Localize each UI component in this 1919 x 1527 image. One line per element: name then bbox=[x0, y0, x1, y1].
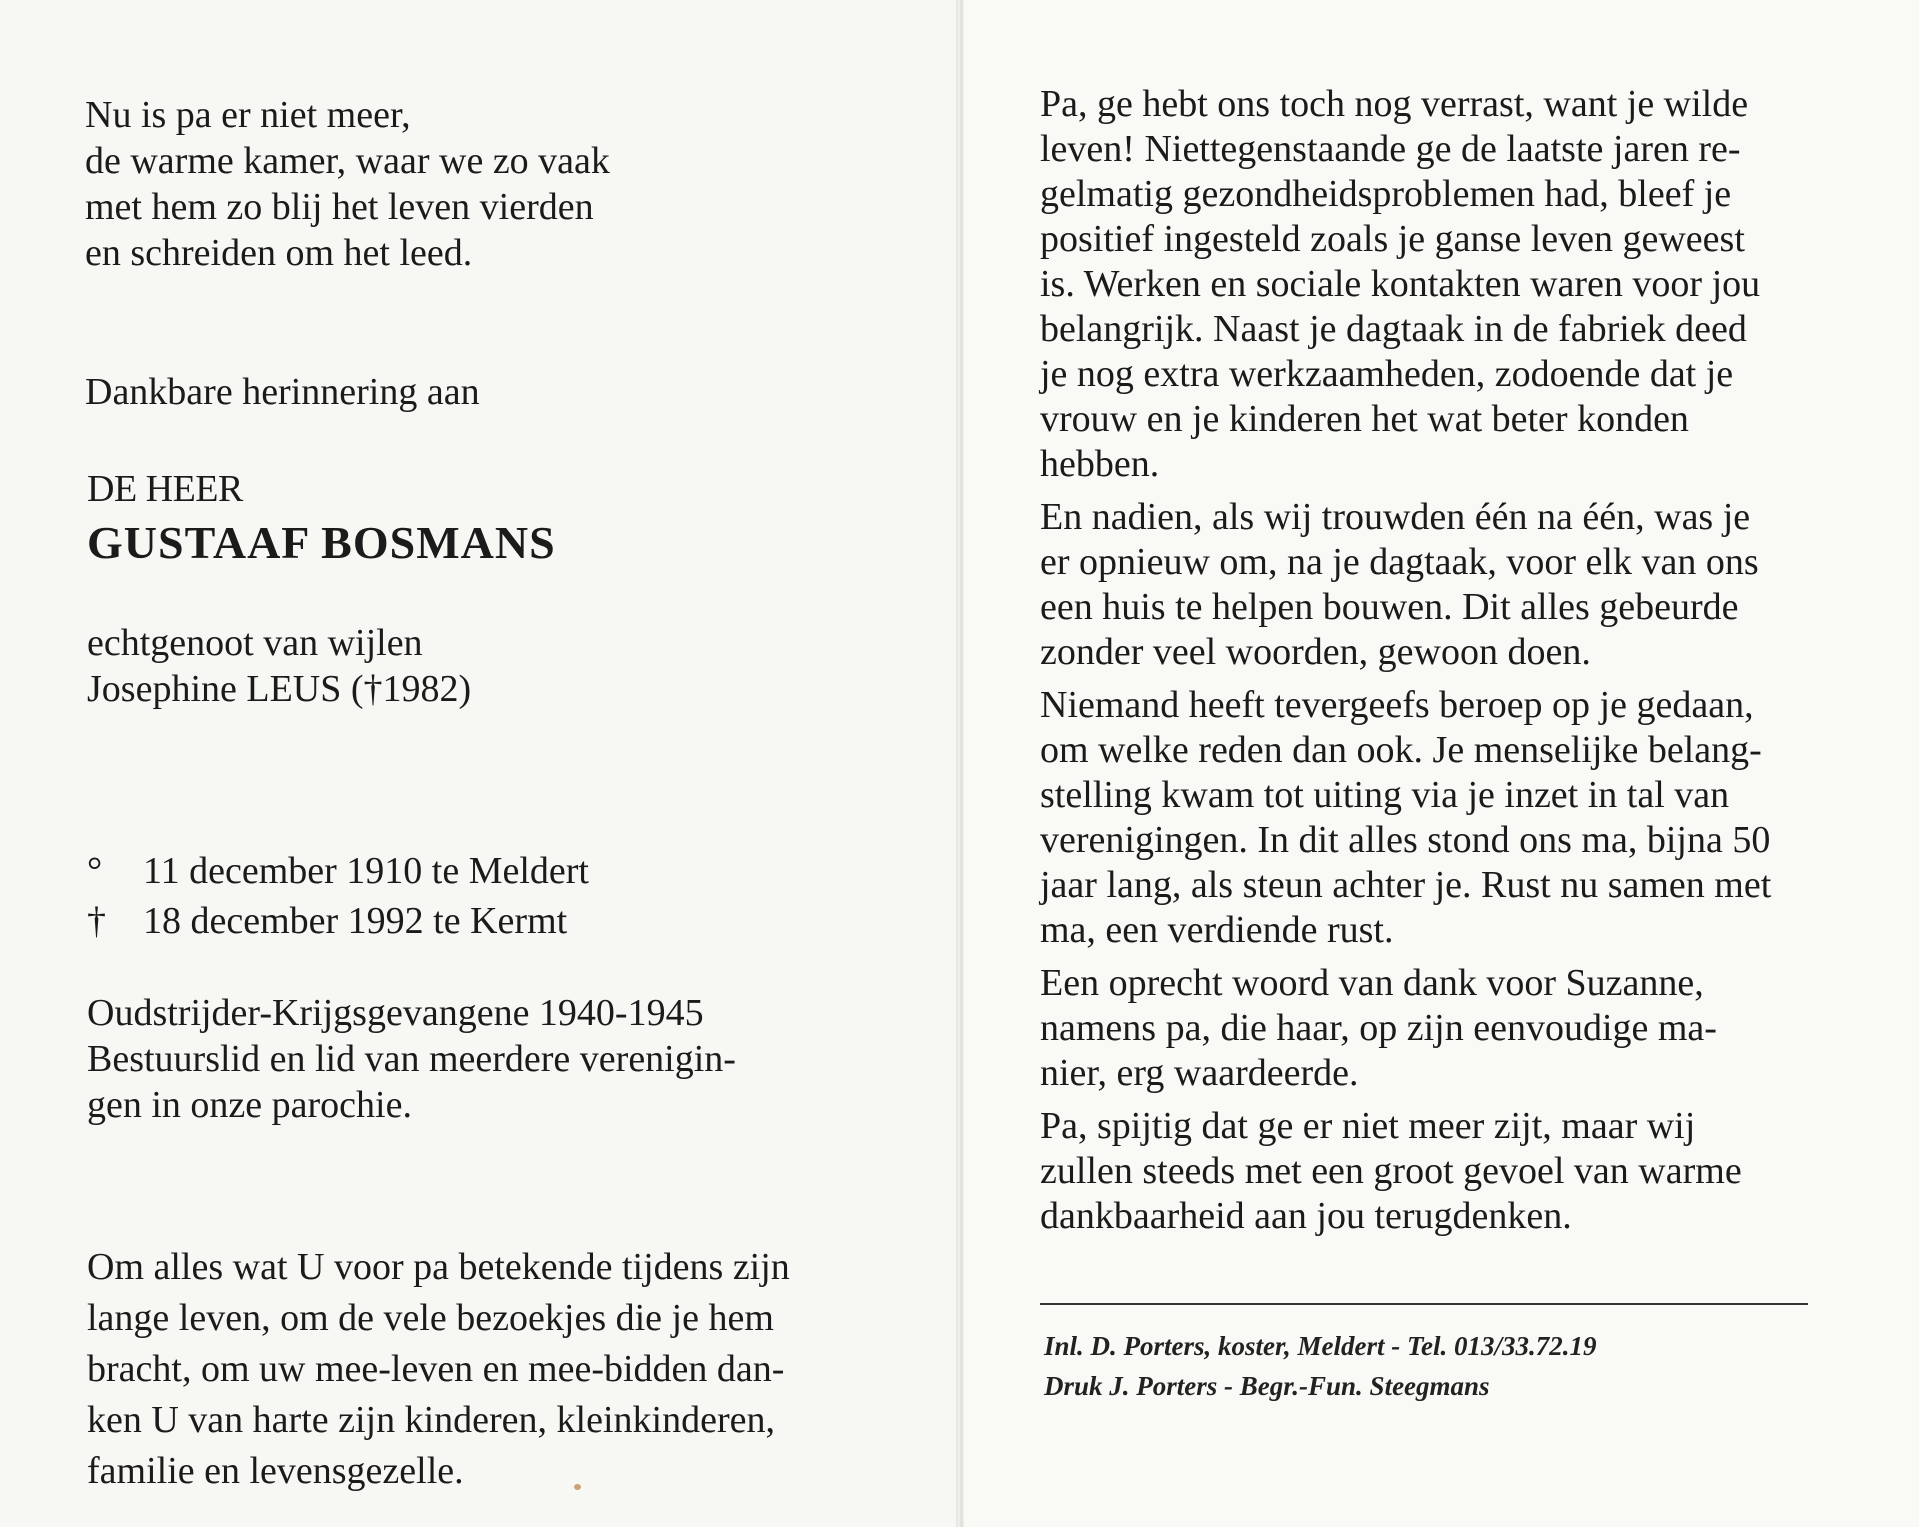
text-line: een huis te helpen bouwen. Dit alles gebeurde bbox=[1040, 586, 1739, 628]
text-line: stelling kwam tot uiting via je inzet in tal van bbox=[1040, 774, 1730, 816]
text-line: vrouw en je kinderen het wat beter konden bbox=[1040, 398, 1689, 440]
text-line: Pa, ge hebt ons toch nog verrast, want je wilde bbox=[1040, 83, 1749, 125]
imprint-line: Druk J. Porters - Begr.-Fun. Steegmans bbox=[1044, 1371, 1490, 1401]
paper-speck bbox=[574, 1484, 581, 1490]
thanks-line: ken U van harte zijn kinderen, kleinkinderen, bbox=[87, 1399, 775, 1441]
text-line: leven! Niettegenstaande ge de laatste jaren re- bbox=[1040, 128, 1741, 170]
text-line: hebben. bbox=[1040, 443, 1160, 485]
life-dates bbox=[87, 846, 589, 946]
text-line: jaar lang, als steun achter je. Rust nu samen met bbox=[1040, 864, 1772, 906]
role-line: Oudstrijder-Krijgsgevangene 1940-1945 bbox=[87, 992, 704, 1034]
thanks-line: lange leven, om de vele bezoekjes die je hem bbox=[87, 1297, 774, 1339]
text-line: er opnieuw om, na je dagtaak, voor elk van ons bbox=[1040, 541, 1759, 583]
footer-divider bbox=[1040, 1303, 1808, 1305]
poem-line: de warme kamer, waar we zo vaak bbox=[85, 140, 610, 182]
text-line: Een oprecht woord van dank voor Suzanne, bbox=[1040, 962, 1704, 1004]
deceased-name: GUSTAAF BOSMANS bbox=[87, 517, 556, 568]
imprint-line: Inl. D. Porters, koster, Meldert - Tel. 013/33.72.19 bbox=[1044, 1331, 1597, 1361]
birth-date: 11 december 1910 te Meldert bbox=[143, 850, 589, 892]
thanks-line: bracht, om uw mee-leven en mee-bidden dan- bbox=[87, 1348, 785, 1390]
right-column bbox=[1040, 82, 1810, 1247]
text-line: nier, erg waardeerde. bbox=[1040, 1052, 1359, 1094]
card-fold bbox=[956, 0, 964, 1527]
text-line: belangrijk. Naast je dagtaak in de fabriek deed bbox=[1040, 308, 1747, 350]
poem bbox=[85, 92, 905, 276]
text-line: je nog extra werkzaamheden, zodoende dat je bbox=[1040, 353, 1734, 395]
poem-line: en schreiden om het leed. bbox=[85, 232, 473, 274]
thanks-text bbox=[87, 1242, 867, 1497]
death-date: 18 december 1992 te Kermt bbox=[143, 900, 568, 942]
text-line: namens pa, die haar, op zijn eenvoudige ma- bbox=[1040, 1007, 1717, 1049]
thanks-line: familie en levensgezelle. bbox=[87, 1450, 464, 1492]
birth-row bbox=[87, 846, 589, 896]
cross-icon: † bbox=[87, 900, 106, 942]
text-line: Pa, spijtig dat ge er niet meer zijt, maar wij bbox=[1040, 1105, 1696, 1147]
text-line: gelmatig gezondheidsproblemen had, bleef je bbox=[1040, 173, 1732, 215]
left-column bbox=[85, 92, 905, 1492]
death-row bbox=[87, 896, 589, 946]
roles bbox=[87, 990, 736, 1128]
thanks-line: Om alles wat U voor pa betekende tijdens zijn bbox=[87, 1246, 790, 1288]
poem-line: Nu is pa er niet meer, bbox=[85, 94, 411, 136]
tribute-paragraph bbox=[1040, 683, 1810, 953]
tribute-paragraph bbox=[1040, 495, 1810, 675]
birth-symbol: ° bbox=[87, 850, 103, 892]
spouse-line: echtgenoot van wijlen bbox=[87, 622, 423, 664]
tribute-paragraph bbox=[1040, 1104, 1810, 1239]
text-line: zullen steeds met een groot gevoel van warme bbox=[1040, 1150, 1742, 1192]
text-line: ma, een verdiende rust. bbox=[1040, 909, 1394, 951]
role-line: Bestuurslid en lid van meerdere verenigin- bbox=[87, 1038, 736, 1080]
role-line: gen in onze parochie. bbox=[87, 1084, 412, 1126]
text-line: zonder veel woorden, gewoon doen. bbox=[1040, 631, 1591, 673]
remembrance-heading: Dankbare herinnering aan bbox=[85, 371, 480, 413]
text-line: verenigingen. In dit alles stond ons ma, bijna 50 bbox=[1040, 819, 1771, 861]
tribute-paragraph bbox=[1040, 82, 1810, 487]
spouse-line: Josephine LEUS (†1982) bbox=[87, 668, 472, 710]
printer-imprint bbox=[1044, 1326, 1597, 1406]
text-line: om welke reden dan ook. Je menselijke belang- bbox=[1040, 729, 1762, 771]
spouse-info bbox=[87, 620, 471, 712]
text-line: positief ingesteld zoals je ganse leven geweest bbox=[1040, 218, 1745, 260]
text-line: Niemand heeft tevergeefs beroep op je gedaan, bbox=[1040, 684, 1754, 726]
text-line: En nadien, als wij trouwden één na één, was je bbox=[1040, 496, 1751, 538]
tribute-paragraph bbox=[1040, 961, 1810, 1096]
text-line: dankbaarheid aan jou terugdenken. bbox=[1040, 1195, 1572, 1237]
text-line: is. Werken en sociale kontakten waren voor jou bbox=[1040, 263, 1761, 305]
honorific: DE HEER bbox=[87, 468, 243, 510]
poem-line: met hem zo blij het leven vierden bbox=[85, 186, 594, 228]
